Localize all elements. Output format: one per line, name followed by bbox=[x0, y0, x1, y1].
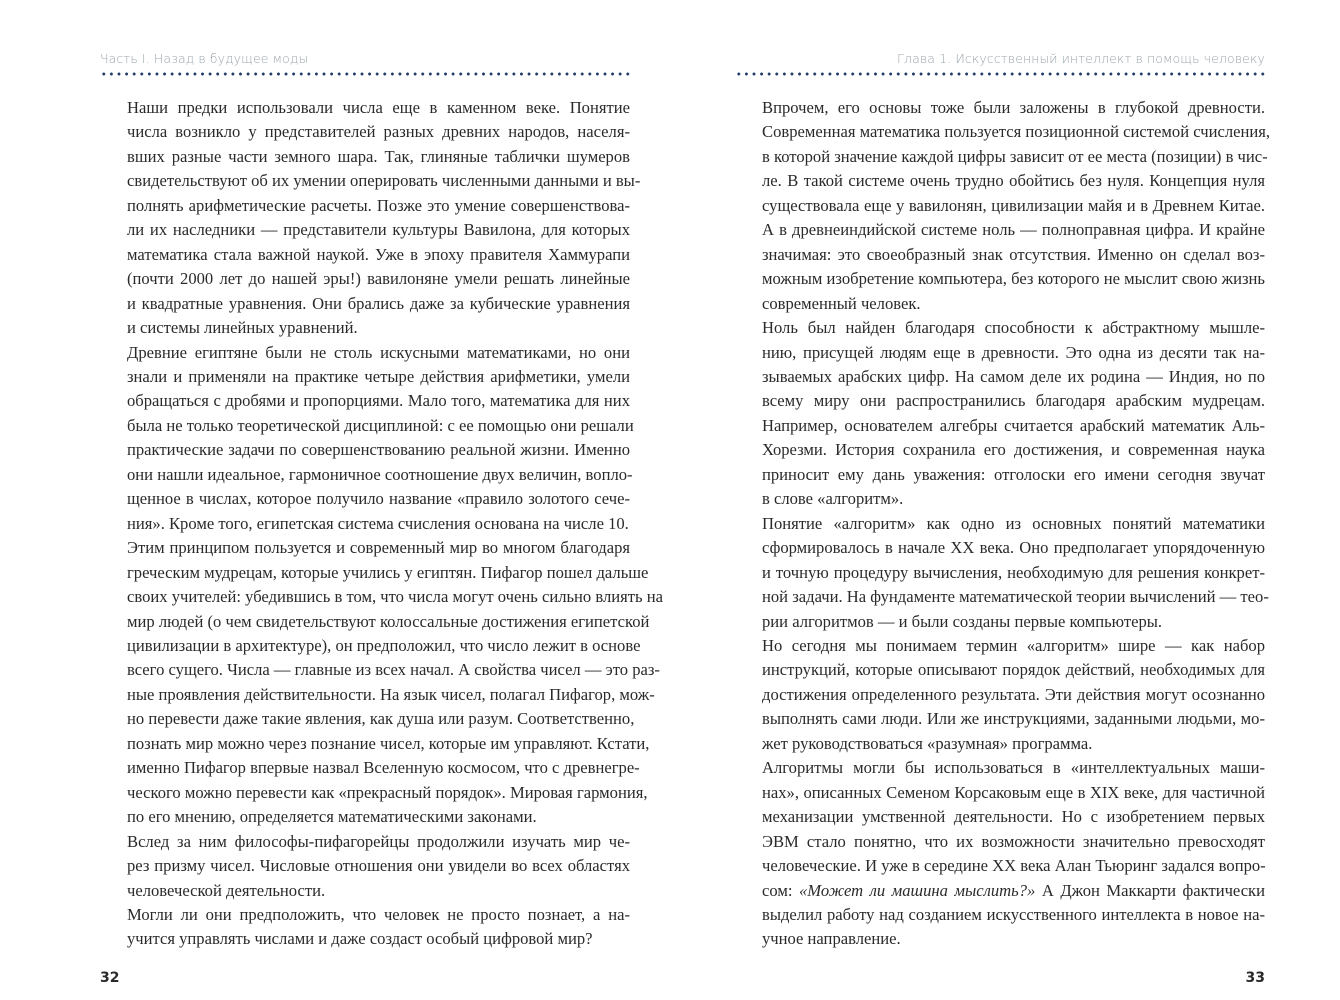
text-line: Вслед за ним философы-пифагорейцы продолжили изучать мир че- bbox=[127, 831, 630, 851]
text-line: и точную процедуру вычисления, необходимую для решения конкрет- bbox=[762, 562, 1265, 582]
text-line: нах», описанных Семеном Корсаковым еще в XIX веке, для частичной bbox=[762, 782, 1265, 802]
running-head-right: Глава 1. Искусственный интеллект в помощь человеку bbox=[896, 51, 1265, 66]
text-line: своих учителей: убедившись в том, что числа могут очень сильно влиять на bbox=[127, 587, 663, 607]
text-line: Наши предки использовали числа еще в каменном веке. Понятие bbox=[127, 98, 630, 117]
paragraph bbox=[735, 96, 1271, 316]
text-line: выделил работу над созданием искусственного интеллекта в новое на- bbox=[762, 904, 1265, 924]
text-line: свидетельствуют об их умении оперировать численными данными и вы- bbox=[127, 171, 641, 191]
text-line: ния». Кроме того, египетская система счисления основана на числе 10. bbox=[127, 513, 629, 533]
text-line: они нашли идеальное, гармоничное соотношение двух величин, вопло- bbox=[127, 464, 633, 484]
text-line: по его мнению, определяется математическими законами. bbox=[127, 807, 537, 827]
text-line: ной задачи. На фундаменте математической теории вычислений — тео- bbox=[762, 587, 1269, 607]
paragraph bbox=[100, 341, 634, 537]
text-line: обращаться с дробями и пропорциями. Мало того, математика для них bbox=[127, 391, 630, 411]
page-number-right: 33 bbox=[1245, 970, 1265, 986]
text-line: Древние египтяне были не столь искусными математиками, но они bbox=[127, 342, 630, 362]
text-line: Хорезми. История сохранила его достижения, и современная наука bbox=[762, 440, 1265, 460]
text-line: щенное в числах, которое получило название «правило золотого сече- bbox=[127, 489, 630, 509]
text-line: ЭВМ стало понятно, что их возможности значительно превосходят bbox=[762, 831, 1265, 851]
right-page bbox=[735, 0, 1271, 1000]
text-line: сформировалось в начале XX века. Оно предполагает упорядоченную bbox=[762, 538, 1265, 558]
text-line: сом: «Может ли машина мыслить?» А Джон Маккарти фактически bbox=[762, 880, 1266, 900]
left-body-text bbox=[100, 96, 663, 952]
page-number-left: 32 bbox=[100, 970, 120, 986]
text-line: Алгоритмы могли бы использоваться в «интеллектуальных маши- bbox=[762, 758, 1265, 778]
text-line: нию, присущей людям еще в древности. Это одна из десяти так на- bbox=[762, 342, 1265, 362]
text-line: жет руководствоваться «разумная» программа. bbox=[762, 733, 1093, 753]
right-body-text bbox=[735, 96, 1271, 952]
text-line: всему миру они распространились благодаря арабским мудрецам. bbox=[762, 391, 1265, 411]
text-line: была не только теоретической дисциплиной: с ее помощью они решали bbox=[127, 415, 634, 435]
running-head-left: Часть I. Назад в будущее моды bbox=[100, 51, 309, 66]
text-line: ческого можно перевести как «прекрасный порядок». Мировая гармония, bbox=[127, 782, 648, 802]
paragraph bbox=[100, 830, 630, 903]
left-page bbox=[100, 0, 663, 1000]
text-line: человеческие. И уже в середине XX века Алан Тьюринг задался вопро- bbox=[762, 856, 1266, 876]
text-line: знали и применяли на практике четыре действия арифметики, умели bbox=[127, 366, 630, 386]
text-line: в которой значение каждой цифры зависит от ее места (позиции) в чис- bbox=[762, 146, 1268, 166]
text-line: механизации умственной деятельности. Но с изобретением первых bbox=[762, 807, 1265, 827]
text-line: А в древнеиндийской системе ноль — полноправная цифра. И крайне bbox=[762, 220, 1265, 240]
text-line: (почти 2000 лет до нашей эры!) вавилоняне умели решать линейные bbox=[127, 269, 630, 289]
text-line: достижения определенного результата. Эти действия могут осознанно bbox=[762, 684, 1265, 704]
text-line: числа возникло у представителей разных древних народов, населя- bbox=[127, 122, 630, 142]
paragraph bbox=[100, 96, 641, 341]
text-line: и системы линейных уравнений. bbox=[127, 318, 358, 338]
text-line: ли их наследники — представители культуры Вавилона, для которых bbox=[127, 220, 630, 240]
text-line: вших разные части земного шара. Так, глиняные таблички шумеров bbox=[127, 146, 630, 166]
text-line: именно Пифагор впервые назвал Вселенную космосом, что с древнегре- bbox=[127, 758, 640, 778]
text-line: в слове «алгоритм». bbox=[762, 489, 904, 509]
text-line: Но сегодня мы понимаем термин «алгоритм» шире — как набор bbox=[762, 635, 1265, 655]
text-line: учится управлять числами и даже создаст особый цифровой мир? bbox=[127, 929, 593, 949]
dotted-rule-left bbox=[100, 72, 630, 76]
text-line: познать мир можно через познание чисел, которые им управляют. Кстати, bbox=[127, 733, 650, 753]
text-line: Например, основателем алгебры считается арабский математик Аль- bbox=[762, 415, 1265, 435]
text-line: существовала еще у вавилонян, цивилизации майя и в Древнем Китае. bbox=[762, 195, 1265, 215]
text-line: инструкций, которые описывают порядок действий, необходимых для bbox=[762, 660, 1265, 680]
text-line: мир людей (о чем свидетельствуют колоссальные достижения египетской bbox=[127, 611, 650, 631]
paragraph bbox=[100, 903, 630, 952]
text-line: но перевести даже такие явления, как душа или разум. Соответственно, bbox=[127, 709, 635, 729]
text-line: Могли ли они предположить, что человек не просто познает, а на- bbox=[127, 904, 630, 924]
paragraph bbox=[100, 536, 663, 829]
text-line: полнять арифметические расчеты. Позже это умение совершенствова- bbox=[127, 195, 630, 215]
text-line: человеческой деятельности. bbox=[127, 880, 326, 900]
text-line: цивилизации в архитектуре), он предположил, что число лежит в основе bbox=[127, 635, 641, 655]
text-line: Этим принципом пользуется и современный мир во многом благодаря bbox=[127, 538, 630, 558]
text-line: выполнять сами люди. Или же инструкциями, заданными людьми, мо- bbox=[762, 709, 1265, 729]
paragraph bbox=[735, 634, 1265, 756]
text-line: учное направление. bbox=[762, 929, 901, 949]
text-line: ле. В такой системе очень трудно обойтись без нуля. Концепция нуля bbox=[762, 171, 1265, 191]
paragraph bbox=[735, 316, 1265, 512]
text-line: Ноль был найден благодаря способности к абстрактному мышле- bbox=[762, 318, 1265, 338]
text-line: значимая: это своеобразный знак отсутствия. Именно он сделал воз- bbox=[762, 244, 1265, 264]
text-line: Понятие «алгоритм» как одно из основных понятий математики bbox=[762, 513, 1265, 533]
text-line: Впрочем, его основы тоже были заложены в глубокой древности. bbox=[762, 98, 1265, 117]
paragraph bbox=[735, 756, 1265, 952]
text-line: Современная математика пользуется позиционной системой счисления, bbox=[762, 122, 1271, 142]
text-line: современный человек. bbox=[762, 293, 921, 313]
text-line: можным изобретение компьютера, без которого не мыслит свою жизнь bbox=[762, 269, 1265, 289]
text-line: рии алгоритмов — и были созданы первые компьютеры. bbox=[762, 611, 1163, 631]
dotted-rule-right bbox=[735, 72, 1265, 76]
text-line: практические задачи по совершенствованию реальной жизни. Именно bbox=[127, 440, 630, 460]
text-line: всего сущего. Числа — главные из всех начал. А свойства чисел — это раз- bbox=[127, 660, 660, 680]
text-line: и квадратные уравнения. Они брались даже за кубические уравнения bbox=[127, 293, 630, 313]
text-line: приносит ему дань уважения: отголоски его имени сегодня звучат bbox=[762, 464, 1265, 484]
text-line: греческим мудрецам, которые учились у египтян. Пифагор пошел дальше bbox=[127, 562, 649, 582]
italic-quote: «Может ли машина мыслить?» bbox=[798, 880, 1036, 900]
text-line: ные проявления действительности. На язык чисел, полагал Пифагор, мож- bbox=[127, 684, 655, 704]
text-line: математика стала важной наукой. Уже в эпоху правителя Хаммурапи bbox=[127, 244, 630, 264]
text-line: рез призму чисел. Числовые отношения они увидели во всех областях bbox=[127, 856, 630, 876]
text-line: зываемых арабских цифр. На самом деле их родина — Индия, но по bbox=[762, 366, 1265, 386]
paragraph bbox=[735, 512, 1269, 634]
